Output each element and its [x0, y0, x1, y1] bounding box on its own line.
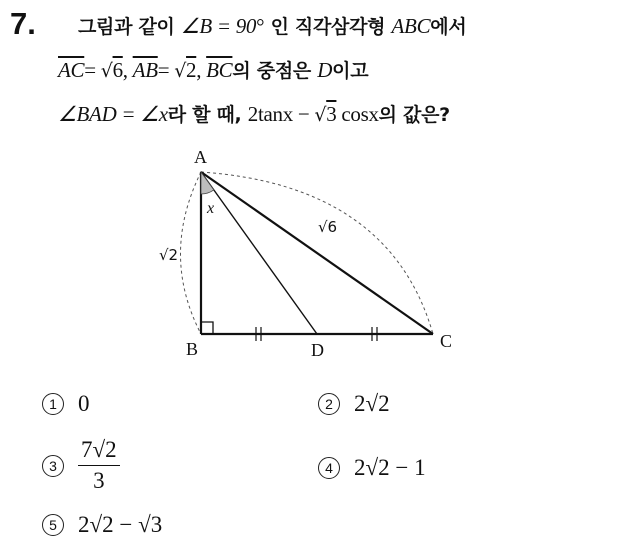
choice-number-badge: 2	[318, 393, 340, 415]
choice-2[interactable]	[318, 391, 390, 417]
equals-sign: =	[84, 58, 101, 82]
text-segment: 그림과 같이	[78, 16, 181, 38]
triangle-name: ABC	[391, 14, 431, 38]
equals-sign: =	[157, 58, 175, 82]
radical-sign: √	[314, 104, 327, 126]
choice-number-badge: 4	[318, 457, 340, 479]
choice-3[interactable]	[42, 437, 120, 494]
question-number: 7.	[10, 6, 36, 41]
ab-arc	[181, 172, 202, 334]
fraction	[78, 437, 120, 494]
text-segment: 이고	[332, 60, 369, 82]
fraction-numerator: 7√2	[78, 437, 120, 466]
text-segment: 에서	[430, 16, 467, 38]
choice-value: 2√2 − 1	[354, 455, 426, 480]
choice-value: 2√2	[354, 391, 390, 416]
choice-value: 2√2 − √3	[78, 512, 163, 537]
cos-expression: cosx	[336, 102, 379, 126]
segment-ad	[201, 172, 317, 334]
radicand: 6	[112, 58, 123, 82]
point-d: D	[317, 58, 333, 82]
text-segment: 의 중점은	[232, 60, 318, 82]
radicand: 2	[186, 58, 197, 82]
separator: ,	[196, 58, 207, 82]
triangle-figure	[150, 145, 470, 365]
angle-x-label: x	[207, 200, 215, 217]
separator: ,	[122, 58, 133, 82]
segment-bc: $\overline{BC}$	[206, 58, 233, 82]
right-angle-mark	[201, 322, 213, 334]
choice-4[interactable]	[318, 455, 426, 481]
angle-bad-expression: ∠BAD = ∠x	[58, 102, 168, 126]
choice-5[interactable]	[42, 512, 162, 538]
radicand: 3	[326, 102, 337, 126]
point-d-label: D	[311, 340, 324, 360]
vertex-c-label: C	[440, 331, 453, 351]
text-segment: 라 할 때,	[167, 104, 248, 126]
radical-sign: √	[174, 60, 187, 82]
choice-number-badge: 5	[42, 514, 64, 536]
radical-sign: √	[100, 60, 113, 82]
segment-ab: $\overline{AB}$	[132, 58, 158, 82]
fraction-denominator: 3	[93, 468, 105, 493]
choice-number-badge: 1	[42, 393, 64, 415]
vertex-b-label: B	[186, 339, 199, 359]
text-segment: 인 직각삼각형	[264, 16, 392, 38]
ac-length-label: √6	[318, 218, 338, 236]
choice-value: 0	[78, 391, 90, 416]
degree-symbol: °	[256, 14, 265, 38]
side-ac	[201, 172, 433, 334]
choice-1[interactable]	[42, 391, 90, 417]
ab-length-label: √2	[159, 246, 179, 264]
vertex-a-label: A	[194, 147, 207, 167]
choice-number-badge: 3	[42, 455, 64, 477]
segment-ac: $\overline{AC}$	[58, 58, 85, 82]
angle-b-expression: ∠B = 90	[180, 14, 257, 38]
question-line-1	[78, 12, 466, 39]
text-segment: 의 값은?	[378, 104, 450, 126]
tan-expression: 2tanx −	[247, 102, 315, 126]
question-line-2	[58, 56, 368, 83]
question-line-3	[58, 100, 450, 127]
